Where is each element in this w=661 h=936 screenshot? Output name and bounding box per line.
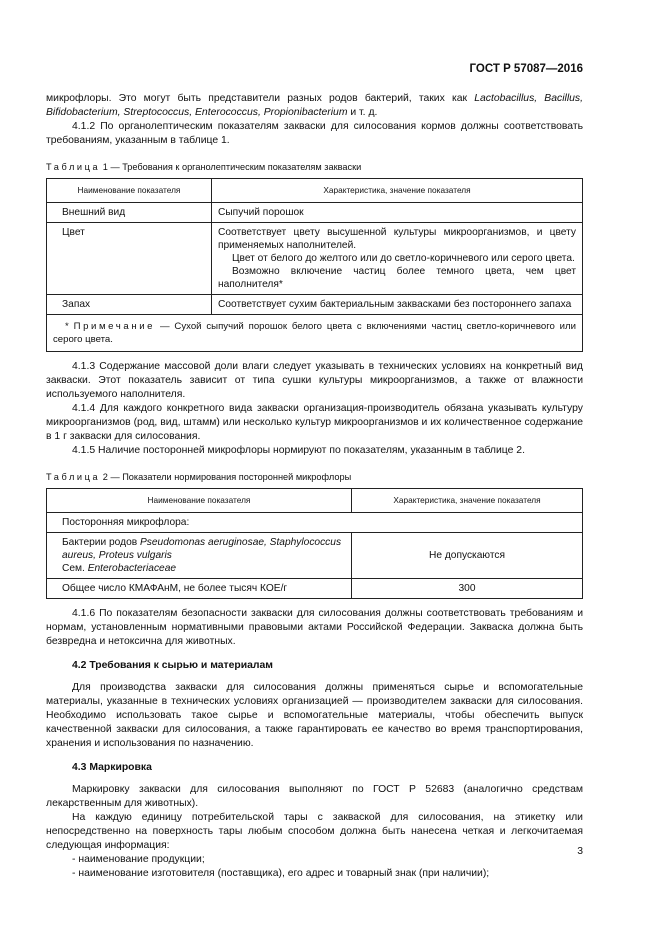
clause-4-1-4: 4.1.4 Для каждого конкретного вида закваски организация-производитель обязана указывать культуру микроорганизмов (род, вид, штамм) или несколько культур микроорганизмов и их количественное содержание в 1 г закваски для силосования. [46, 403, 583, 442]
list-item: - наименование изготовителя (поставщика), его адрес и товарный знак (при наличии); [72, 868, 490, 879]
table1-note-row [47, 315, 583, 352]
standard-header: ГОСТ Р 57087—2016 [469, 63, 583, 75]
table1-caption-text: 1 — Требования к органолептическим показателям закваски [100, 162, 362, 172]
table1-header-row [47, 179, 583, 203]
table1-row2-value-b: Цвет от белого до желтого или до светло-коричневого или серого цвета. [232, 253, 575, 264]
table1-row2-name: Цвет [47, 223, 212, 295]
table-row [47, 533, 583, 579]
table1-note [47, 315, 583, 352]
table2-group-row: Посторонняя микрофлора: [47, 513, 583, 533]
table1-row2-value-c: Возможно включение частиц более темного цвета, чем цвет наполнителя* [218, 266, 576, 290]
table1-col1-header: Наименование показателя [47, 179, 212, 203]
table-row [47, 513, 583, 533]
table1-row3-name: Запах [47, 295, 212, 315]
document-body [46, 92, 583, 881]
page-number: 3 [577, 846, 583, 857]
table2-header-row [47, 489, 583, 513]
table2-row2-family-label: Сем. [62, 563, 88, 574]
table1-row2-value-a: Соответствует цвету высушенной культуры микроорганизмов, и цвету применяемых наполнителей. [218, 227, 576, 251]
clause-4-1-2: 4.1.2 По органолептическим показателям закваски для силосования кормов должны соответствовать требованиям, указанным в таблице 1. [46, 121, 583, 146]
table1-note-mark: * [65, 321, 74, 332]
table2-caption-text: 2 — Показатели нормирования посторонней микрофлоры [100, 472, 352, 482]
intro-tail: и т. д. [347, 107, 378, 118]
table-row [47, 223, 583, 295]
list-item: - наименование продукции; [72, 854, 205, 865]
intro-genera: Lactobacillus, Bacillus, Bifidobacterium, Streptococcus, Enterococcus, Propionibacterium [46, 93, 583, 118]
section-4-3-text-b: На каждую единицу потребительской тары с закваской для силосования, на этикетку или непосредственно на поверхность тары любым способом должна быть нанесена четкая и легкочитаемая следующая информация: [46, 812, 583, 851]
intro-paragraph [46, 92, 583, 120]
table2-col1-header: Наименование показателя [47, 489, 352, 513]
table2-row2-name [47, 533, 352, 579]
table1-row1-value: Сыпучий порошок [212, 203, 583, 223]
table-1 [46, 178, 583, 352]
table2-row2-family: Enterobacteriaceae [87, 563, 177, 574]
section-4-3-title: 4.3 Маркировка [72, 762, 152, 773]
table1-note-text: — Сухой сыпучий порошок белого цвета с включениями частиц светло-коричневого или серого цвета. [53, 321, 576, 345]
table1-caption [46, 160, 583, 174]
clause-4-1-6: 4.1.6 По показателям безопасности закваски для силосования должны соответствовать требованиям и нормам, установленным нормативными правовыми актами Российской Федерации. Закваска должна быть безвредна и нетоксична для животных. [46, 608, 583, 647]
table1-note-word: Примечание [73, 321, 156, 332]
table1-row2-value [212, 223, 583, 295]
intro-text: микрофлоры. Это могут быть представители разных родов бактерий, таких как [46, 93, 475, 104]
table-row [47, 579, 583, 599]
table2-row2-text: Бактерии родов [62, 537, 140, 548]
table2-row3-value: 300 [352, 579, 583, 599]
section-4-3-text-a: Маркировку закваски для силосования выполняют по ГОСТ Р 52683 (аналогично средствам лекарственным для животных). [46, 784, 583, 809]
clause-4-1-3: 4.1.3 Содержание массовой доли влаги следует указывать в технических условиях на конкретный вид закваски. Этот показатель зависит от типа сушки культуры микроорганизмов, а также от влажности используемого наполнителя. [46, 361, 583, 400]
table-row [47, 203, 583, 223]
table2-row2-value: Не допускаются [352, 533, 583, 579]
table1-caption-word: Таблица [46, 162, 101, 172]
section-4-2-text: Для производства закваски для силосования должны применяться сырье и вспомогательные материалы, указанные в технических условиях организацией — производителем закваски для силосования. Необходимо использовать такое сырье и вспомогательные материалы, чтобы обеспечить выпуск качественной закваски для силосования, а также гарантировать ее качество во время транспортирования, хранения и использования по назначению. [46, 682, 583, 749]
table2-caption-word: Таблица [46, 472, 101, 482]
table2-row2-species: Pseudomonas aeruginosae, Staphylococcus aureus, Proteus vulgaris [62, 537, 342, 561]
table-row [47, 295, 583, 315]
clause-4-1-5: 4.1.5 Наличие посторонней микрофлоры нормируют по показателям, указанным в таблице 2. [72, 445, 525, 456]
table1-row3-value: Соответствует сухим бактериальным заквасками без постороннего запаха [212, 295, 583, 315]
table2-row3-name: Общее число КМАФАнМ, не более тысяч КОЕ/г [47, 579, 352, 599]
table2-col2-header: Характеристика, значение показателя [352, 489, 583, 513]
section-4-2-title: 4.2 Требования к сырью и материалам [72, 660, 273, 671]
table2-caption [46, 470, 583, 484]
table1-col2-header: Характеристика, значение показателя [212, 179, 583, 203]
table1-row1-name: Внешний вид [47, 203, 212, 223]
table-2 [46, 488, 583, 599]
